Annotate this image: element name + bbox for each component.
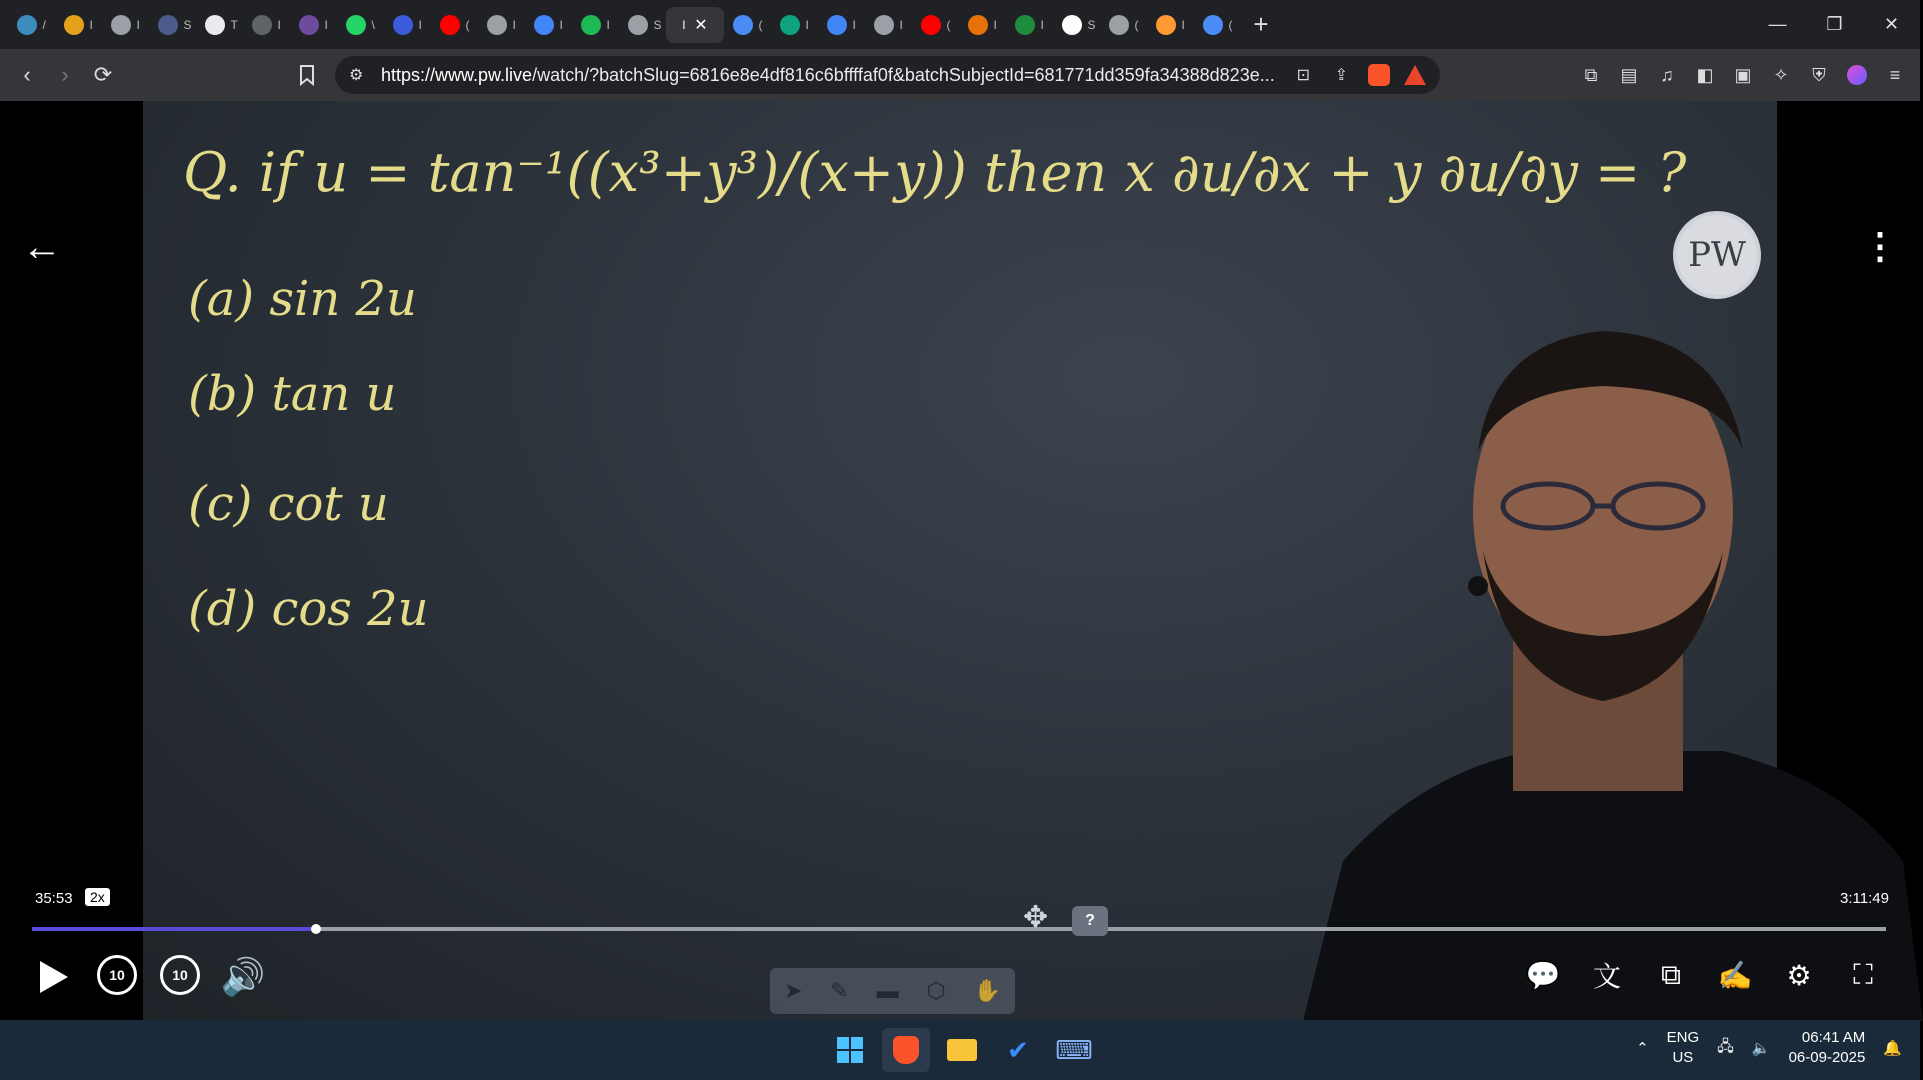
tab-title: I bbox=[512, 17, 516, 32]
brave-browser-icon[interactable] bbox=[882, 1028, 930, 1072]
tab-after-6[interactable] bbox=[1006, 7, 1053, 43]
tab-title: ( bbox=[758, 17, 763, 32]
chat-icon[interactable]: 💬 bbox=[1525, 959, 1561, 991]
back-icon[interactable]: ‹ bbox=[23, 62, 31, 87]
tab-13[interactable] bbox=[619, 7, 666, 43]
tab-favicon-icon bbox=[921, 15, 941, 35]
tab-favicon-icon bbox=[968, 15, 988, 35]
tab-favicon-icon bbox=[111, 15, 131, 35]
browser-toolbar bbox=[0, 49, 1920, 101]
vpn-icon[interactable]: ⛨ bbox=[1812, 64, 1826, 85]
tab-title: I bbox=[277, 17, 281, 32]
tab-favicon-icon bbox=[17, 15, 37, 35]
extensions-icon[interactable]: ⧉ bbox=[1584, 64, 1598, 85]
tab-12[interactable] bbox=[572, 7, 619, 43]
tab-11[interactable] bbox=[525, 7, 572, 43]
tab-after-1[interactable] bbox=[771, 7, 818, 43]
tab-title: I bbox=[805, 17, 809, 32]
tab-3[interactable] bbox=[149, 7, 196, 43]
tab-1[interactable] bbox=[55, 7, 102, 43]
marker-icon: ▬ bbox=[876, 978, 899, 1003]
tab-title: ( bbox=[465, 17, 470, 32]
move-icon[interactable]: ✥ bbox=[1023, 901, 1049, 934]
player-right-controls bbox=[1523, 955, 1883, 995]
os-taskbar bbox=[0, 1020, 1920, 1080]
tab-after-2[interactable] bbox=[818, 7, 865, 43]
brave-shields-icon[interactable] bbox=[1368, 64, 1390, 86]
tab-list bbox=[8, 7, 666, 43]
tab-title: I bbox=[993, 17, 997, 32]
tab-title: I bbox=[559, 17, 563, 32]
tab-active[interactable] bbox=[666, 7, 724, 43]
teacher-image bbox=[1303, 301, 1923, 1021]
back-arrow-icon[interactable]: ← bbox=[22, 225, 62, 269]
tab-after-9[interactable] bbox=[1147, 7, 1194, 43]
shape-icon: ⬡ bbox=[926, 978, 946, 1003]
tab-title: \ bbox=[371, 17, 375, 32]
seek-bar-played bbox=[32, 927, 316, 931]
tab-after-7[interactable] bbox=[1053, 7, 1100, 43]
leo-ai-icon[interactable]: ✧ bbox=[1773, 64, 1789, 85]
tab-favicon-icon bbox=[1062, 15, 1082, 35]
tab-favicon-icon bbox=[252, 15, 272, 35]
option-a: (a) sin 2u bbox=[188, 271, 417, 327]
pen-icon: ✎ bbox=[830, 978, 849, 1003]
tab-list-after bbox=[724, 7, 1241, 43]
tab-favicon-icon bbox=[733, 15, 753, 35]
media-icon[interactable]: ♫ bbox=[1660, 64, 1674, 85]
tab-title: ( bbox=[1228, 17, 1233, 32]
tab-after-0[interactable] bbox=[724, 7, 771, 43]
tab-favicon-icon bbox=[393, 15, 413, 35]
tab-after-10[interactable] bbox=[1194, 7, 1241, 43]
clock[interactable] bbox=[1789, 1028, 1866, 1068]
system-tray bbox=[1636, 1028, 1902, 1068]
pw-logo: PW bbox=[1673, 211, 1761, 299]
browser-tab-strip bbox=[0, 0, 1920, 49]
hand-icon: ✋ bbox=[973, 978, 1001, 1003]
volume-icon[interactable]: 🔊 bbox=[220, 956, 266, 997]
todo-app-icon[interactable]: ✔ bbox=[1007, 1034, 1029, 1065]
question-text: Q. if u = tan⁻¹((x³+y³)/(x+y)) then x ∂u/∂x + y ∂u/∂y = ? bbox=[183, 141, 1687, 204]
tab-favicon-icon bbox=[299, 15, 319, 35]
tab-2[interactable] bbox=[102, 7, 149, 43]
tab-5[interactable] bbox=[243, 7, 290, 43]
restore-button[interactable]: ❐ bbox=[1826, 14, 1843, 34]
bookmark-icon[interactable] bbox=[288, 56, 326, 94]
tab-title: I bbox=[682, 17, 686, 32]
speaker-icon[interactable]: 🔈 bbox=[1751, 1040, 1771, 1057]
tab-title: S bbox=[653, 17, 662, 32]
tab-title: I bbox=[136, 17, 140, 32]
close-window-button[interactable]: ✕ bbox=[1883, 14, 1900, 34]
toolbar-right bbox=[1576, 58, 1910, 92]
tab-title: I bbox=[1181, 17, 1185, 32]
tab-title: / bbox=[42, 17, 46, 32]
tab-favicon-icon bbox=[780, 15, 800, 35]
taskbar-apps bbox=[826, 1028, 1098, 1072]
language-indicator[interactable] bbox=[1667, 1028, 1700, 1068]
file-explorer-icon[interactable] bbox=[938, 1028, 986, 1072]
clock-date: 06-09-2025 bbox=[1788, 1049, 1866, 1066]
forward-icon[interactable]: › bbox=[61, 62, 69, 87]
pointer-icon: ➤ bbox=[783, 978, 803, 1003]
settings-icon[interactable]: ⚙ bbox=[1786, 959, 1812, 991]
notification-bell-icon[interactable]: 🔔 bbox=[1883, 1040, 1902, 1057]
tab-7[interactable] bbox=[337, 7, 384, 43]
tab-8[interactable] bbox=[384, 7, 431, 43]
profile-icon[interactable] bbox=[1842, 58, 1872, 92]
lang-code: ENG bbox=[1666, 1029, 1700, 1046]
reload-icon[interactable]: ⟳ bbox=[93, 62, 113, 87]
reader-mode-icon[interactable]: ▤ bbox=[1620, 64, 1638, 85]
tab-favicon-icon bbox=[1109, 15, 1129, 35]
tab-favicon-icon bbox=[64, 15, 84, 35]
tab-10[interactable] bbox=[478, 7, 525, 43]
tab-favicon-icon bbox=[440, 15, 460, 35]
help-icon[interactable]: ? bbox=[1072, 906, 1108, 936]
wallet-icon[interactable]: ▣ bbox=[1734, 64, 1752, 85]
site-info-icon[interactable]: ⚙ bbox=[349, 67, 364, 84]
option-b: (b) tan u bbox=[188, 366, 397, 422]
board-toolbar-ghost bbox=[770, 968, 1015, 1014]
tab-title: I bbox=[324, 17, 328, 32]
tab-title: ( bbox=[946, 17, 951, 32]
tab-favicon-icon bbox=[827, 15, 847, 35]
option-c: (c) cot u bbox=[188, 476, 389, 532]
brave-rewards-icon[interactable] bbox=[1404, 65, 1426, 85]
tab-after-4[interactable] bbox=[912, 7, 959, 43]
tab-favicon-icon bbox=[205, 15, 225, 35]
tab-favicon-icon bbox=[487, 15, 507, 35]
tab-favicon-icon bbox=[1156, 15, 1176, 35]
notes-icon[interactable]: ✍ bbox=[1717, 959, 1753, 991]
tab-favicon-icon bbox=[346, 15, 366, 35]
tab-title: S bbox=[183, 17, 192, 32]
tab-title: S bbox=[1087, 17, 1096, 32]
tab-title: T bbox=[230, 17, 238, 32]
keyboard-app-icon[interactable]: ⌨ bbox=[1055, 1034, 1093, 1065]
tab-favicon-icon bbox=[158, 15, 178, 35]
address-bar[interactable] bbox=[335, 56, 1440, 94]
lang-region: US bbox=[1672, 1049, 1694, 1066]
url-text: https://www.pw.live/watch/?batchSlug=6816e8e4df816c6bffffaf0f&batchSubjectId=681771dd359fa34388d823e... bbox=[381, 64, 1275, 85]
forward-10-button[interactable]: 10 bbox=[160, 955, 200, 995]
tab-after-5[interactable] bbox=[959, 7, 1006, 43]
tab-title: I bbox=[1040, 17, 1044, 32]
share-icon[interactable]: ⇪ bbox=[1334, 67, 1348, 84]
seek-bar[interactable] bbox=[32, 927, 1886, 931]
network-icon[interactable]: 🖧 bbox=[1717, 1037, 1734, 1055]
tab-title: ( bbox=[1134, 17, 1139, 32]
menu-icon[interactable]: ≡ bbox=[1889, 64, 1901, 85]
video-player[interactable] bbox=[0, 101, 1920, 1020]
tab-0[interactable] bbox=[8, 7, 55, 43]
tab-after-8[interactable] bbox=[1100, 7, 1147, 43]
tab-favicon-icon bbox=[581, 15, 601, 35]
tab-favicon-icon bbox=[874, 15, 894, 35]
tab-4[interactable] bbox=[196, 7, 243, 43]
option-d: (d) cos 2u bbox=[188, 581, 429, 637]
install-app-icon[interactable]: ⊡ bbox=[1296, 67, 1310, 84]
speed-badge[interactable]: 2x bbox=[85, 888, 110, 906]
fullscreen-icon[interactable]: ⛶ bbox=[1853, 958, 1873, 990]
play-button[interactable] bbox=[34, 955, 74, 999]
minimize-button[interactable]: — bbox=[1768, 14, 1787, 34]
tab-favicon-icon bbox=[628, 15, 648, 35]
tab-title: I bbox=[418, 17, 422, 32]
tab-title: I bbox=[899, 17, 903, 32]
tray-chevron-icon[interactable]: ⌃ bbox=[1636, 1040, 1649, 1057]
tab-6[interactable] bbox=[290, 7, 337, 43]
window-controls bbox=[1749, 0, 1920, 49]
current-time: 35:53 bbox=[35, 890, 73, 907]
tab-favicon-icon bbox=[1015, 15, 1035, 35]
tab-title: I bbox=[852, 17, 856, 32]
tab-9[interactable] bbox=[431, 7, 478, 43]
close-tab-icon[interactable]: ✕ bbox=[694, 16, 708, 34]
sidebar-icon[interactable]: ◧ bbox=[1696, 64, 1714, 85]
clock-time: 06:41 AM bbox=[1801, 1029, 1866, 1046]
new-tab-button[interactable]: + bbox=[1253, 9, 1269, 39]
blackboard bbox=[143, 101, 1777, 1020]
tab-after-3[interactable] bbox=[865, 7, 912, 43]
seek-knob[interactable] bbox=[311, 924, 321, 934]
tab-title: I bbox=[89, 17, 93, 32]
translate-icon[interactable]: 文 bbox=[1592, 961, 1621, 992]
tab-title: I bbox=[606, 17, 610, 32]
tab-favicon-icon bbox=[534, 15, 554, 35]
total-time: 3:11:49 bbox=[1840, 890, 1889, 907]
tab-favicon-icon bbox=[1203, 15, 1223, 35]
more-options-icon[interactable]: ⋮ bbox=[1862, 225, 1898, 266]
mini-player-icon[interactable]: ⧉ bbox=[1661, 958, 1681, 990]
windows-start-icon[interactable] bbox=[826, 1028, 874, 1072]
rewind-10-button[interactable]: 10 bbox=[97, 955, 137, 995]
